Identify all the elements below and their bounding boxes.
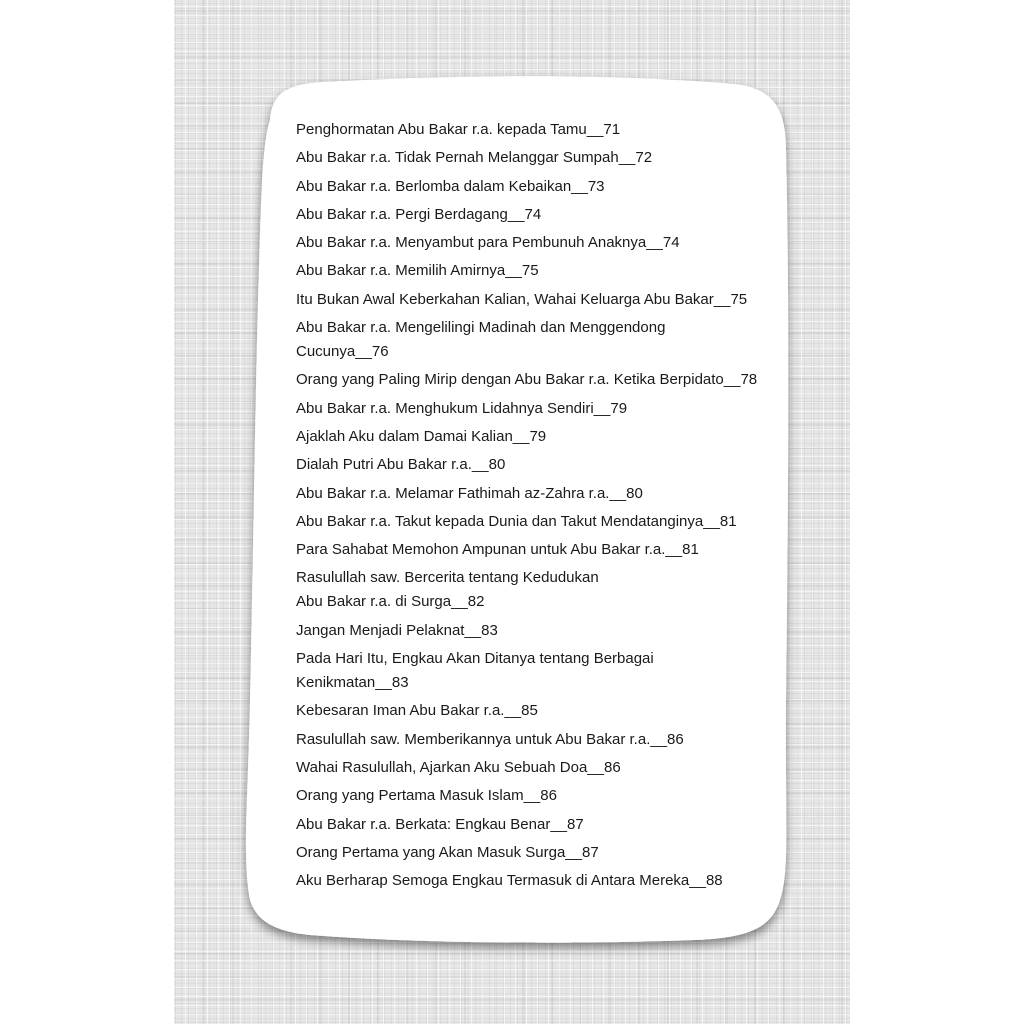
toc-entry: Pada Hari Itu, Engkau Akan Ditanya tentang Berbagai Kenikmatan__83 [296,650,654,692]
toc-entry: Abu Bakar r.a. Menyambut para Pembunuh Anaknya__74 [296,234,680,252]
toc-entry: Abu Bakar r.a. Pergi Berdagang__74 [296,205,542,223]
toc-entry: Abu Bakar r.a. Mengelilingi Madinah dan Menggendong Cucunya__76 [296,319,666,361]
toc-entry: Orang yang Paling Mirip dengan Abu Bakar r.a. Ketika Berpidato__78 [296,371,758,389]
toc-entry: Abu Bakar r.a. Berkata: Engkau Benar__87 [296,815,584,833]
table-of-contents [296,118,786,897]
toc-entry: Orang yang Pertama Masuk Islam__86 [296,787,557,805]
toc-entry: Wahai Rasulullah, Ajarkan Aku Sebuah Doa__86 [296,758,621,776]
toc-entry: Ajaklah Aku dalam Damai Kalian__79 [296,427,547,445]
toc-entry: Penghormatan Abu Bakar r.a. kepada Tamu__71 [296,121,621,138]
toc-entry: Kebesaran Iman Abu Bakar r.a.__85 [296,702,538,720]
toc-entry: Abu Bakar r.a. Berlomba dalam Kebaikan__73 [296,177,605,195]
toc-entry: Abu Bakar r.a. Menghukum Lidahnya Sendiri__79 [296,399,628,417]
toc-entry: Abu Bakar r.a. Takut kepada Dunia dan Takut Mendatanginya__81 [296,512,737,530]
toc-entry: Abu Bakar r.a. Memilih Amirnya__75 [296,262,539,280]
toc-entry: Rasulullah saw. Bercerita tentang Kedudukan Abu Bakar r.a. di Surga__82 [296,569,599,611]
toc-entry: Abu Bakar r.a. Tidak Pernah Melanggar Sumpah__72 [296,149,653,167]
toc-entry: Aku Berharap Semoga Engkau Termasuk di Antara Mereka__88 [296,872,723,890]
toc-entry: Dialah Putri Abu Bakar r.a.__80 [296,456,506,474]
toc-entry: Para Sahabat Memohon Ampunan untuk Abu Bakar r.a.__81 [296,541,699,559]
toc-entry: Orang Pertama yang Akan Masuk Surga__87 [296,843,599,861]
toc-entry: Jangan Menjadi Pelaknat__83 [296,621,498,639]
toc-entry: Rasulullah saw. Memberikannya untuk Abu Bakar r.a.__86 [296,730,684,748]
toc-entry: Itu Bukan Awal Keberkahan Kalian, Wahai Keluarga Abu Bakar__75 [296,290,748,308]
toc-entry: Abu Bakar r.a. Melamar Fathimah az-Zahra r.a.__80 [296,484,643,502]
